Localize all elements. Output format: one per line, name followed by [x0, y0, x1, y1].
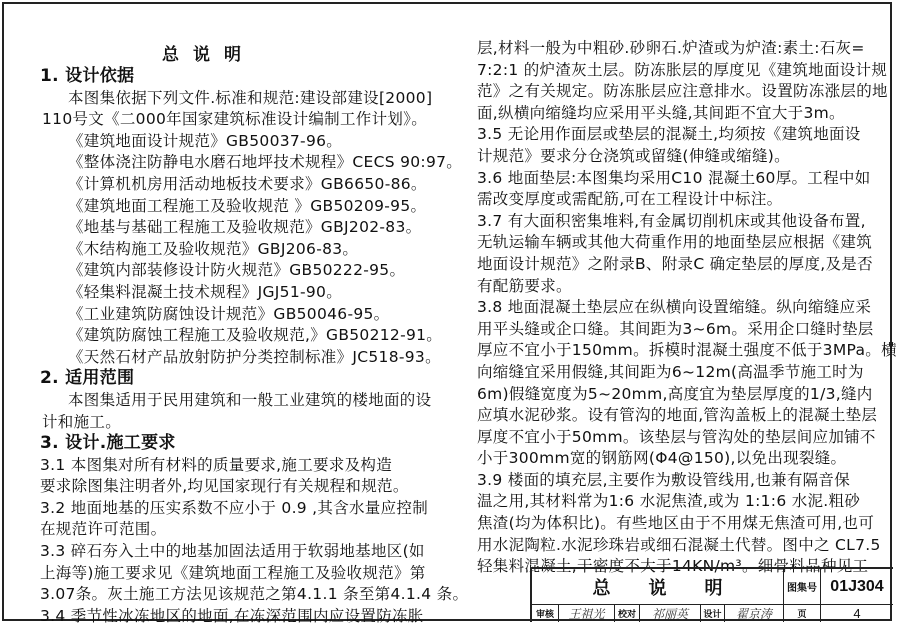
check-signature: 祁丽英 [639, 605, 700, 622]
paragraph-line: 应填水泥砂浆。设有管沟的地面,管沟盖板上的混凝土垫层 [477, 406, 878, 425]
paragraph-line: 要求除图集注明者外,均见国家现行有关规程和规范。 [40, 477, 409, 496]
paragraph-line: 需改变厚度或需配筋,可在工程设计中标注。 [477, 190, 783, 209]
page-label: 页 [783, 605, 820, 622]
paragraph-line: 计规范》要求分仓浇筑或留缝(伸缝或缩缝)。 [477, 146, 790, 165]
paragraph-line: 在规范许可范围。 [40, 520, 167, 539]
reference-item: 《工业建筑防腐蚀设计规范》GB50046-95。 [68, 304, 390, 323]
section-heading-scope: 2. 适用范围 [40, 368, 135, 389]
reference-item: 《建筑地面工程施工及验收规范 》GB50209-95。 [68, 196, 427, 215]
paragraph-line: 6m)假缝宽度为5~20mm,高度宜为垫层厚度的1/3,缝内 [477, 384, 873, 403]
paragraph-line: 轻集料混凝土,干密度不大于14KN/m³。细骨料品种见工 [477, 557, 869, 576]
paragraph-line: 厚应不宜小于150mm。拆模时混凝土强度不低于3MPa。横 [477, 341, 897, 360]
reference-item: 《整体浇注防静电水磨石地坪技术规程》CECS 90:97。 [68, 153, 463, 172]
title-block-row-top [532, 569, 893, 605]
paragraph-line: 向缩缝宜采用假缝,其间距为6~12m(高温季节施工时为 [477, 362, 864, 381]
page-title: 总说明 [162, 45, 255, 65]
paragraph-line: 3.2 地面地基的压实系数不应小于 0.9 ,其含水量应控制 [40, 498, 429, 517]
paragraph-line: 用水泥陶粒.水泥珍珠岩或细石混凝土代替。图中之 CL7.5 [477, 535, 881, 554]
paragraph-line: 无轨运输车辆或其他大荷重作用的地面垫层应根据《建筑 [477, 233, 873, 252]
reference-item: 《计算机机房用活动地板技术要求》GB6650-86。 [68, 174, 427, 193]
reference-item: 《轻集料混凝土技术规程》JGJ51-90。 [68, 282, 342, 301]
section-heading-requirements: 3. 设计.施工要求 [40, 433, 176, 454]
paragraph-line: 焦渣(均为体积比)。有些地区由于不用煤无焦渣可用,也可 [477, 514, 875, 533]
page-number: 4 [820, 605, 893, 622]
paragraph-line: 3.3 碎石夯入土中的地基加固法适用于软弱地基地区(如 [40, 542, 425, 561]
paragraph-line: 3.9 楼面的填充层,主要作为敷设管线用,也兼有隔音保 [477, 470, 851, 489]
left-column [40, 44, 469, 627]
paragraph-line: 3.8 地面混凝土垫层应在纵横向设置缩缝。纵向缩缝应采 [477, 298, 872, 317]
design-signature: 翟京涛 [724, 605, 783, 622]
paragraph-line: 地面设计规范》之附录B、附录C 确定垫层的厚度,及是否 [477, 254, 873, 273]
paragraph-line: 层,材料一般为中粗砂.砂卵石.炉渣或为炉渣:素土:石灰= [477, 39, 865, 57]
paragraph-line: 有配筋要求。 [477, 276, 572, 295]
paragraph-line: 3.4 季节性冰冻地区的地面,在冻深范围内应设置防冻胀 [40, 606, 424, 625]
paragraph-line: 面,纵横向缩缝均应采用平头缝,其间距不宜大于3m。 [477, 103, 845, 122]
design-label: 设计 [700, 605, 724, 622]
right-column [477, 38, 897, 578]
paragraph-line: 计和施工。 [42, 412, 122, 431]
review-signature: 王祖光 [558, 605, 614, 622]
paragraph-line: 用平头缝或企口缝。其间距为3~6m。采用企口缝时垫层 [477, 319, 874, 338]
reference-item: 《建筑防腐蚀工程施工及验收规范,》GB50212-91。 [68, 326, 443, 345]
paragraph-line: 厚度不宜小于50mm。该垫层与管沟处的垫层间应加铺不 [477, 427, 876, 446]
reference-item: 《天然石材产品放射防护分类控制标准》JC518-93。 [68, 347, 441, 366]
paragraph-line: 3.7 有大面积密集堆料,有金属切削机床或其他设备布置, [477, 211, 866, 230]
paragraph-line: 本图集适用于民用建筑和一般工业建筑的楼地面的设 [68, 390, 432, 409]
drawing-title: 总说明 [592, 577, 761, 599]
paragraph-line: 3.6 地面垫层:本图集均采用C10 混凝土60厚。工程中如 [477, 168, 871, 187]
paragraph-line: 110号文《二000年国家建筑标准设计编制工作计划》。 [42, 110, 428, 129]
paragraph-line: 7:2:1 的炉渣灰土层。防冻胀层的厚度见《建筑地面设计规 [477, 60, 888, 79]
paragraph-line: 上海等)施工要求见《建筑地面工程施工及验收规范》第 [40, 563, 426, 582]
paragraph-line: 小于300mm宽的钢筋网(Φ4@150),以免出现裂缝。 [477, 449, 847, 468]
check-label: 校对 [614, 605, 639, 622]
atlas-number-label: 图集号 [783, 569, 820, 604]
paragraph-line: 3.5 无论用作面层或垫层的混凝土,均须按《建筑地面设 [477, 125, 861, 144]
paragraph-line: 温之用,其材料常为1:6 水泥焦渣,或为 1:1:6 水泥.粗砂 [477, 492, 861, 511]
reference-item: 《木结构施工及验收规范》GBJ206-83。 [68, 239, 359, 258]
reference-item: 《建筑地面设计规范》GB50037-96。 [68, 131, 343, 150]
title-block [530, 567, 893, 622]
paragraph-line: 3.07条。灰土施工方法见该规范之第4.1.1 条至第4.1.4 条。 [40, 585, 469, 604]
section-heading-design-basis: 1. 设计依据 [40, 66, 135, 86]
reference-item: 《建筑内部装修设计防火规范》GB50222-95。 [68, 261, 406, 280]
atlas-number-value: 01J304 [820, 569, 893, 604]
review-label: 审核 [535, 610, 554, 620]
paragraph-line: 3.1 本图集对所有材料的质量要求,施工要求及构造 [40, 455, 393, 474]
paragraph-line: 本图集依据下列文件.标准和规范:建设部建设[2000] [68, 88, 433, 107]
reference-item: 《地基与基础工程施工及验收规范》GBJ202-83。 [68, 218, 422, 237]
title-block-row-bottom [532, 605, 893, 622]
paragraph-line: 范》之有关规定。防冻胀层应注意排水。设置防冻涨层的地 [477, 82, 888, 101]
